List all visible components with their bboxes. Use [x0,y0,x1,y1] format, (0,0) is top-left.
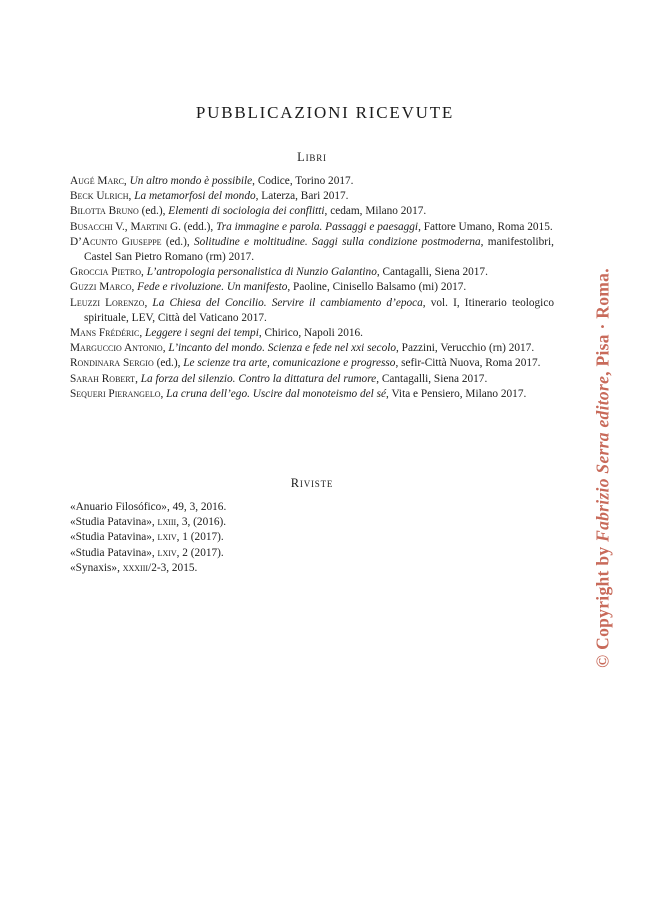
journal-entry [70,500,554,515]
journal-name: «Studia Patavina» [70,531,152,544]
book-author: Guzzi Marco [70,281,132,294]
book-author: Sarah Robert [70,372,136,385]
book-entry [70,220,554,235]
journal-entry [70,530,554,545]
book-title: Fede e rivoluzione. Un manifesto [137,281,288,294]
journals-section-heading: Riviste [290,476,334,490]
book-publication-info: , sefir-Città Nuova, Roma 2017. [395,357,541,370]
book-title: La metamorfosi del mondo [134,190,256,203]
book-author: Beck Ulrich [70,190,129,203]
book-publication-info: , Codice, Torino 2017. [252,175,354,187]
book-editor-note: (ed.), [153,357,184,370]
book-title: Solitudine e moltitudine. Saggi sulla condizione postmoderna [194,235,481,248]
book-publication-info: , Fattore Umano, Roma 2015. [418,220,553,233]
book-entry: Mans Frédéric, Leggere i segni dei tempi, Chirico, Napoli 2016. [70,327,363,340]
book-publication-info: , Cantagalli, Siena 2017. [376,266,488,279]
book-author: Groccia Pietro [70,266,142,279]
book-editor-note: (edd.), [180,220,217,233]
journal-entry [70,515,554,530]
book-title: La Chiesa del Concilio. Servire il cambiamento d’epoca [152,296,423,309]
book-entry: Beck Ulrich, La metamorfosi del mondo, Laterza, Bari 2017. [70,190,349,203]
book-author: Sequeri Pierangelo [70,387,161,400]
journal-name: «Studia Patavina» [70,516,152,529]
journal-entry [70,546,554,561]
book-author: D’Acunto Giuseppe [70,235,162,248]
book-publication-info: , Laterza, Bari 2017. [255,190,349,203]
journal-issue: , lxiii, 3, (2016). [151,516,227,529]
book-publication-info: , manifestolibri, Castel San Pietro Romano (rm) 2017. [84,235,554,264]
book-title: Le scienze tra arte, comunicazione e progresso [183,357,396,370]
book-entry: Augé Marc, Un altro mondo è possibile, Codice, Torino 2017. [70,175,354,187]
books-section-heading: Libri [297,150,327,164]
book-author: Rondinara Sergio [70,357,154,370]
book-author: Leuzzi Lorenzo [70,296,145,309]
book-publication-info: , Vita e Pensiero, Milano 2017. [386,387,527,400]
book-author: Augé Marc [70,175,124,187]
page-title: PUBBLICAZIONI RICEVUTE [195,103,455,122]
copyright-watermark [593,268,614,668]
book-publication-info: , Pazzini, Verucchio (rn) 2017. [396,342,535,355]
copyright-publisher: Fabrizio Serra editore [592,375,613,542]
journal-issue: , lxiv, 2 (2017). [151,546,224,559]
book-author: Marguccio Antonio [70,342,163,355]
book-publication-info: , Paoline, Cinisello Balsamo (mi) 2017. [287,281,467,294]
book-entry [70,235,554,265]
journal-issue: , xxxiii/2-3, 2015. [117,561,198,574]
book-publication-info: , vol. I, Itinerario teologico spirituale, LEV, Città del Vaticano 2017. [84,296,554,324]
book-publication-info: , Chirico, Napoli 2016. [258,327,363,340]
book-entry [70,356,554,371]
journal-name: «Anuario Filosófico» [70,501,167,513]
copyright-prefix: © Copyright by [592,541,613,668]
journal-name: «Studia Patavina» [70,546,152,559]
book-title: Leggere i segni dei tempi [145,327,259,340]
book-title: Un altro mondo è possibile [129,175,253,187]
book-author: Mans Frédéric [70,327,140,340]
copyright-suffix: , Pisa · Roma. [592,268,613,376]
book-publication-info: , Cantagalli, Siena 2017. [376,372,488,385]
book-editor-note: (ed.), [161,235,194,248]
journal-name: «Synaxis» [70,561,118,574]
books-list [70,174,554,402]
book-title: L’incanto del mondo. Scienza e fede nel xxi secolo [168,342,397,355]
book-entry: Marguccio Antonio, L’incanto del mondo. Scienza e fede nel xxi secolo, Pazzini, Verucchio (rn) 2017. [70,342,535,355]
book-entry: Leuzzi Lorenzo, La Chiesa del Concilio. Servire il cambiamento d’epoca, vol. I, Itinerario teologico spirituale, LEV, Città del Vaticano 2017. [70,296,554,324]
book-title: Elementi di sociologia dei conflitti [168,205,325,218]
book-title: La forza del silenzio. Contro la dittatura del rumore [140,372,377,385]
journal-entry [70,561,554,576]
book-editor-note: (ed.), [138,205,169,218]
journals-list [70,500,554,576]
book-entry: Sarah Robert, La forza del silenzio. Contro la dittatura del rumore, Cantagalli, Siena 2017. [70,372,488,385]
journal-issue: , 49, 3, 2016. [166,501,227,513]
book-author: Bilotta Bruno [70,205,139,218]
book-title: Tra immagine e parola. Passaggi e paesaggi [216,220,419,233]
book-entry [70,204,554,219]
book-title: L’antropologia personalistica di Nunzio Galantino [146,266,377,279]
book-entry: Groccia Pietro, L’antropologia personalistica di Nunzio Galantino, Cantagalli, Siena 2017. [70,266,488,279]
book-publication-info: , cedam, Milano 2017. [324,205,427,218]
journal-issue: , lxiv, 1 (2017). [151,531,224,544]
book-title: La cruna dell’ego. Uscire dal monoteismo del sé [166,387,386,400]
book-entry: Guzzi Marco, Fede e rivoluzione. Un manifesto, Paoline, Cinisello Balsamo (mi) 2017. [70,281,467,294]
book-author: Busacchi V., Martini G. [70,220,181,233]
book-entry: Sequeri Pierangelo, La cruna dell’ego. Uscire dal monoteismo del sé, Vita e Pensiero, Milano 2017. [70,387,527,400]
